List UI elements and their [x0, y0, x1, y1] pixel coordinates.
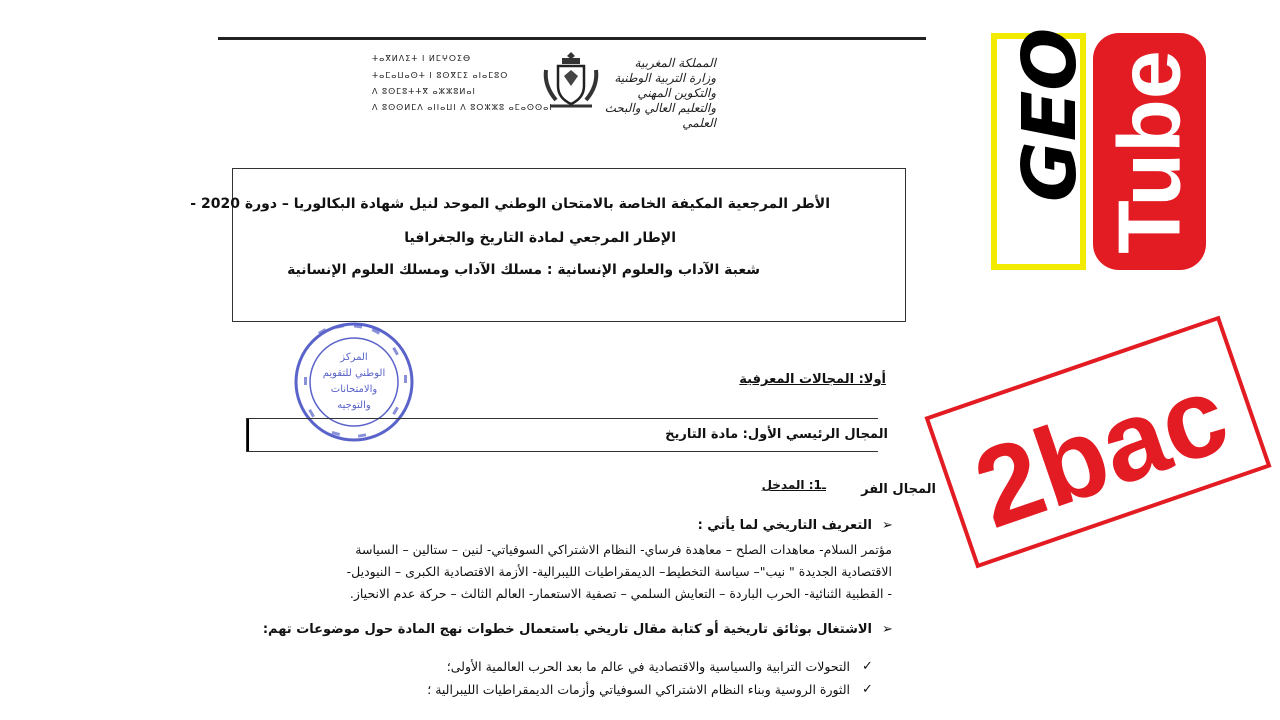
- stream-title: شعبة الآداب والعلوم الإنسانية : مسلك الآداب ومسلك العلوم الإنسانية: [287, 262, 760, 278]
- definition-line: مؤتمر السلام- معاهدات الصلح – معاهدة فرساي- النظام الاشتراكي السوفياتي- لنين – ستالين – السياسة: [355, 542, 892, 557]
- definition-line: الاقتصادية الجديدة " نيب"– سياسة التخطيط– الديمقراطيات الليبرالية- الأزمة الاقتصادية الكبرى – النيوديل-: [346, 564, 892, 579]
- geo-logo-text: GEO: [1007, 27, 1093, 202]
- royal-crest-icon: [540, 48, 602, 112]
- document-title: الأطر المرجعية المكيفة الخاصة بالامتحان الوطني الموحد لنيل شهادة البكالوريا – دورة 2020 -: [190, 196, 830, 212]
- sub-domain-title: المجال الفر: [861, 482, 936, 497]
- arrow-bullet-icon: ➢: [882, 622, 893, 637]
- ministry-line: المملكة المغربية: [634, 56, 716, 70]
- tifinagh-line-1: ⵜⴰⴳⵍⴷⵉⵜ ⵏ ⵍⵎⵖⵔⵉⴱ: [372, 54, 472, 63]
- topic-item: التحولات الترابية والسياسية والاقتصادية في عالم ما بعد الحرب العالمية الأولى؛: [446, 659, 850, 674]
- geo-logo: [1000, 27, 1093, 240]
- tifinagh-line-3: ⴷ ⵓⵙⵎⵓⵜⵜⴳ ⴰⵣⵣⵓⵍⴰⵏ: [372, 87, 476, 96]
- tube-logo-text: Tube: [1099, 50, 1199, 254]
- stamp-line: المركز: [340, 352, 368, 363]
- header-rule: [218, 37, 926, 40]
- main-domain-title: المجال الرئيسي الأول: مادة التاريخ: [665, 427, 888, 442]
- topic-item: الثورة الروسية وبناء النظام الاشتراكي السوفياتي وأزمات الديمقراطيات الليبرالية ؛: [427, 682, 850, 697]
- arrow-bullet-icon: ➢: [882, 518, 893, 533]
- 2bac-badge-text: 2bac: [960, 350, 1243, 552]
- definition-line: - القطبية الثنائية- الحرب الباردة – التعايش السلمي – تصفية الاستعمار- العالم الثالث – حركة عدم الانحياز.: [349, 586, 892, 601]
- tifinagh-line-2: ⵜⴰⵎⴰⵡⴰⵙⵜ ⵏ ⵓⵙⴳⵎⵉ ⴰⵏⴰⵎⵓⵔ: [372, 71, 509, 80]
- ministry-block: [596, 56, 716, 131]
- check-icon: ✓: [862, 659, 873, 674]
- stamp-line: والامتحانات: [330, 384, 378, 395]
- section-heading: أولا: المجالات المعرفية: [739, 372, 886, 387]
- 2bac-badge: [928, 300, 1268, 585]
- stamp-line: والتوجيه: [337, 400, 371, 411]
- ministry-line: والتكوين المهني: [637, 86, 716, 100]
- tube-logo: [1093, 40, 1206, 265]
- bullet-heading: التعريف التاريخي لما يأتي :: [697, 518, 872, 533]
- bullet-heading: الاشتغال بوثائق تاريخية أو كتابة مقال تاريخي باستعمال خطوات نهج المادة حول موضوعات تهم:: [262, 622, 872, 637]
- sub-domain-title-tail: ـ1: المدخل: [761, 478, 826, 492]
- check-icon: ✓: [862, 682, 873, 697]
- stamp-line: الوطني للتقويم: [322, 368, 386, 379]
- subject-title: الإطار المرجعي لمادة التاريخ والجغرافيا: [404, 230, 676, 246]
- ministry-line: والتعليم العالي والبحث العلمي: [604, 101, 716, 130]
- ministry-line: وزارة التربية الوطنية: [614, 71, 716, 85]
- tifinagh-line-4: ⴷ ⵓⵙⵙⵍⵎⴷ ⴰⵏⵏⴰⵡⵏ ⴷ ⵓⵔⵣⵣⵓ ⴰⵎⴰⵙⵙⴰⵏ: [372, 103, 553, 112]
